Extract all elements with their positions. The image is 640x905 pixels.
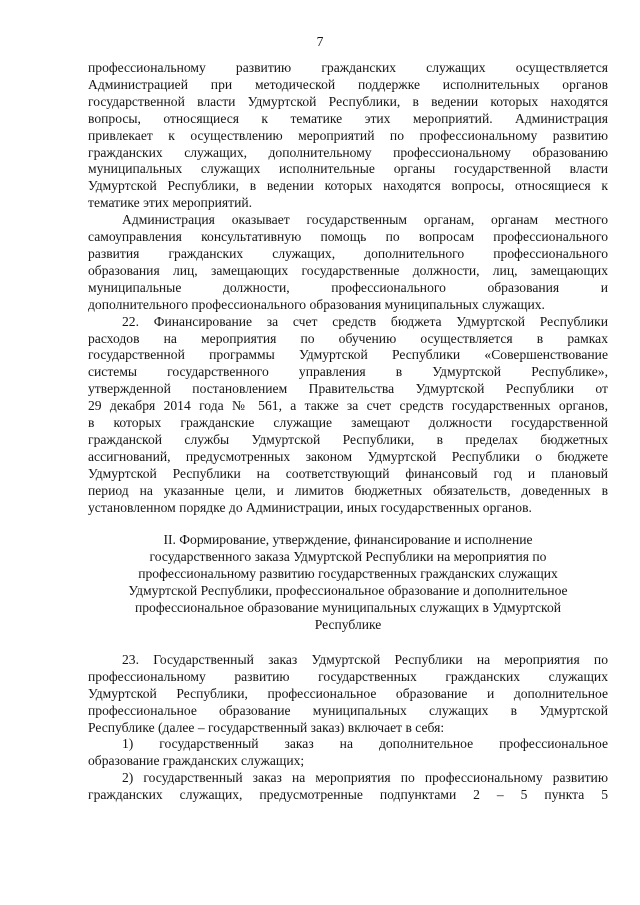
paragraph-23 bbox=[88, 652, 608, 737]
text-line: образование гражданских служащих; bbox=[88, 753, 305, 769]
text-line: Удмуртской Республики на соответствующий финансовый год и плановый bbox=[88, 465, 608, 481]
text-line: Республике (далее – государственный заказ) включает в себя: bbox=[88, 719, 445, 735]
text-line: гражданских служащих, дополнительному профессиональному образованию bbox=[88, 144, 608, 160]
document-body bbox=[88, 60, 608, 804]
text-line: расходов на мероприятия по обучению осуществляется в рамках bbox=[88, 330, 608, 346]
text-line: самоуправления консультативную помощь по вопросам профессионального bbox=[88, 229, 608, 245]
text-line: 23. Государственный заказ Удмуртской Республики на мероприятия по bbox=[122, 651, 608, 667]
text-line: профессиональное образование муниципальных служащих в Удмуртской bbox=[88, 702, 608, 718]
text-line: гражданских служащих, предусмотренные подпунктами 2 – 5 пункта 5 bbox=[88, 787, 608, 803]
text-line: гражданской службы Удмуртской Республики, в пределах бюджетных bbox=[88, 431, 608, 447]
text-line: 1) государственный заказ на дополнительное профессиональное bbox=[122, 736, 608, 752]
text-line: дополнительного профессионального образования муниципальных служащих. bbox=[88, 296, 545, 312]
text-line: период на указанные цели, и лимитов бюджетных обязательств, доведенных в bbox=[88, 482, 608, 498]
page-number: 7 bbox=[316, 34, 324, 49]
text-line: 29 декабря 2014 года № 561, а также за счет средств государственных органов, bbox=[88, 398, 608, 414]
text-line: Администрацией при методической поддержке исполнительных органов bbox=[88, 76, 608, 92]
heading-line: Республике bbox=[314, 617, 382, 632]
heading-line: профессиональное образование муниципальных служащих в Удмуртской bbox=[134, 600, 562, 616]
heading-line: профессиональному развитию государственных гражданских служащих bbox=[138, 566, 558, 582]
text-line: привлекает к осуществлению мероприятий по профессиональному развитию bbox=[88, 127, 608, 143]
text-line: муниципальные должности, профессионального образования и bbox=[88, 279, 608, 295]
text-line: муниципальных служащих исполнительные органы государственной власти bbox=[88, 161, 608, 177]
text-line: Администрация оказывает государственным органам, органам местного bbox=[122, 212, 608, 228]
text-line: профессиональному развитию государственных гражданских служащих bbox=[88, 668, 608, 684]
text-line: утвержденной постановлением Правительства Удмуртской Республики от bbox=[88, 381, 608, 397]
paragraph-22 bbox=[88, 314, 608, 517]
text-line: установленном порядке до Администрации, иных государственных органов. bbox=[88, 499, 532, 515]
text-line: в которых гражданские служащие замещают должности государственной bbox=[88, 415, 608, 431]
heading-line: Удмуртской Республики, профессиональное образование и дополнительное bbox=[128, 583, 568, 599]
text-line: вопросы, относящиеся к тематике этих мероприятий. Администрация bbox=[88, 110, 608, 126]
list-item-2 bbox=[88, 770, 608, 804]
text-line: Удмуртской Республики, профессиональное образование и дополнительное bbox=[88, 685, 608, 701]
text-line: системы государственного управления в Удмуртской Республике», bbox=[88, 364, 608, 380]
text-line: Удмуртской Республики, в ведении которых находятся вопросы, относящиеся к bbox=[88, 178, 608, 194]
text-line: профессиональному развитию гражданских служащих осуществляется bbox=[88, 60, 608, 75]
list-item-1 bbox=[88, 736, 608, 770]
heading-line: государственного заказа Удмуртской Республики на мероприятия по bbox=[149, 549, 547, 565]
text-line: развития гражданских служащих, дополнительного профессионального bbox=[88, 245, 608, 261]
text-line: государственной власти Удмуртской Республики, в ведении которых находятся bbox=[88, 93, 608, 109]
text-line: государственной программы Удмуртской Республики «Совершенствование bbox=[88, 347, 608, 363]
paragraph-continuation bbox=[88, 60, 608, 212]
text-line: тематике этих мероприятий. bbox=[88, 195, 253, 211]
paragraph-administration bbox=[88, 212, 608, 313]
section-heading bbox=[88, 532, 608, 633]
text-line: 2) государственный заказ на мероприятия по профессиональному развитию bbox=[122, 770, 608, 786]
text-line: 22. Финансирование за счет средств бюджета Удмуртской Республики bbox=[122, 313, 608, 329]
heading-line: II. Формирование, утверждение, финансирование и исполнение bbox=[163, 532, 533, 548]
text-line: ассигнований, предусмотренных законом Удмуртской Республики о бюджете bbox=[88, 448, 608, 464]
text-line: образования лиц, замещающих государственные должности, лиц, замещающих bbox=[88, 262, 608, 278]
